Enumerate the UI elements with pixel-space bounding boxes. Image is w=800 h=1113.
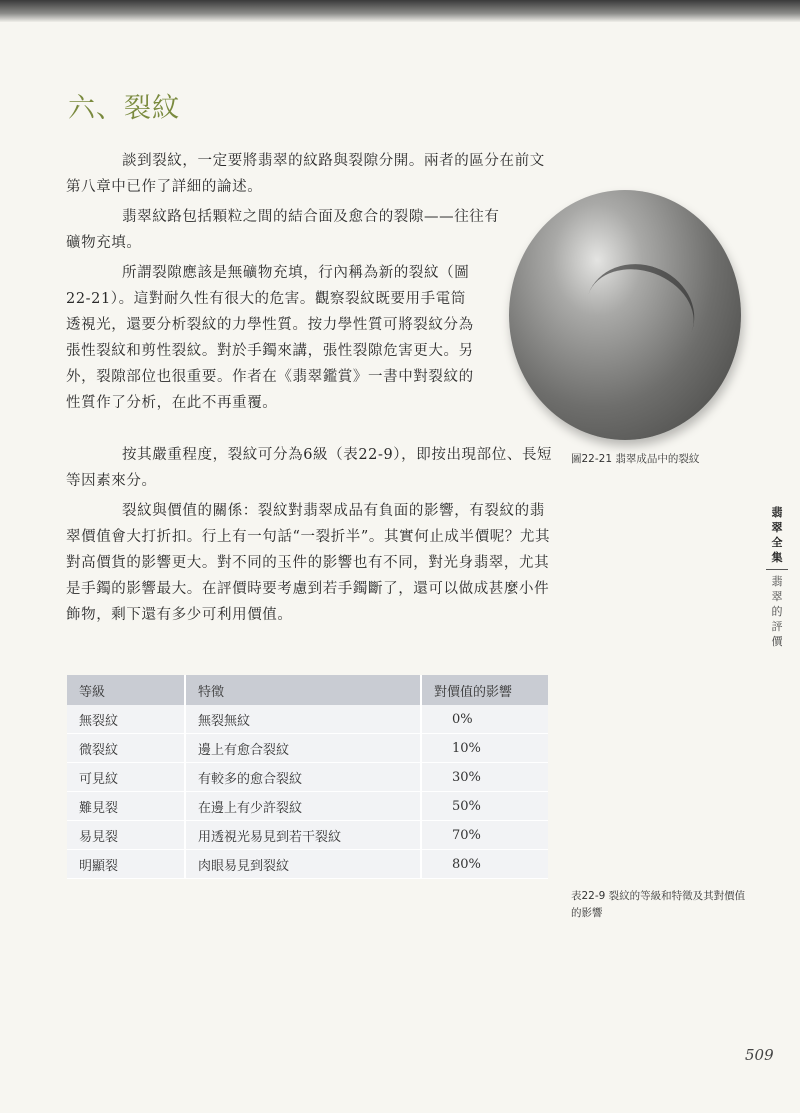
- cell-feature: 有較多的愈合裂紋: [185, 763, 421, 792]
- cell-grade: 明顯裂: [67, 850, 185, 879]
- paragraph-4: 按其嚴重程度，裂紋可分為6級（表22-9），即按出現部位、長短等因素來分。: [66, 447, 553, 489]
- cell-grade: 可見紋: [67, 763, 185, 792]
- cell-feature: 用透視光易見到若干裂紋: [185, 821, 421, 850]
- page-number: 509: [745, 1046, 774, 1064]
- table-header-row: [67, 675, 548, 705]
- cell-impact: 80%: [421, 850, 548, 879]
- cell-feature: 無裂無紋: [185, 705, 421, 734]
- cell-feature: 在邊上有少許裂紋: [185, 792, 421, 821]
- table-row: [67, 763, 548, 792]
- table-row: [67, 850, 548, 879]
- header-grade: 等級: [67, 675, 185, 705]
- cell-impact: 10%: [421, 734, 548, 763]
- paragraph-1: 談到裂紋，一定要將翡翠的紋路與裂隙分開。兩者的區分在前文第八章中已作了詳細的論述。: [66, 153, 545, 195]
- cell-grade: 微裂紋: [67, 734, 185, 763]
- table-row: [67, 792, 548, 821]
- cell-feature: 肉眼易見到裂紋: [185, 850, 421, 879]
- table-row: [67, 734, 548, 763]
- side-tab: [764, 505, 790, 649]
- cell-impact: 50%: [421, 792, 548, 821]
- header-value-impact: 對價值的影響: [421, 675, 548, 705]
- side-tab-chapter: 翡翠的評價: [771, 575, 783, 648]
- paragraph-3: 所謂裂隙應該是無礦物充填，行內稱為新的裂紋（圖22-21）。這對耐久性有很大的危害。觀察裂紋既要用手電筒透視光，還要分析裂紋的力學性質。按力學性質可將裂紋分為張性裂紋和剪性裂紋。對於手鐲來講，張性裂隙危害更大。另外，裂隙部位也很重要。作者在《翡翠鑑賞》一書中對裂紋的性質作了分析，在此不再重覆。: [66, 265, 474, 411]
- figure-caption: 圖22-21 翡翠成品中的裂紋: [571, 453, 700, 465]
- side-tab-book-title: 翡翠全集: [771, 506, 783, 564]
- cell-grade: 無裂紋: [67, 705, 185, 734]
- cell-grade: 易見裂: [67, 821, 185, 850]
- cell-impact: 0%: [421, 705, 548, 734]
- paragraph-2: 翡翠紋路包括顆粒之間的結合面及愈合的裂隙——往往有礦物充填。: [66, 209, 500, 251]
- page-top-edge: [0, 0, 800, 22]
- table-caption: 表22-9 裂紋的等級和特徵及其對價值的影響: [571, 890, 746, 919]
- cell-feature: 邊上有愈合裂紋: [185, 734, 421, 763]
- cell-impact: 30%: [421, 763, 548, 792]
- section-title: 六、裂紋: [68, 93, 180, 124]
- cell-grade: 難見裂: [67, 792, 185, 821]
- side-tab-divider: [766, 569, 788, 570]
- cell-impact: 70%: [421, 821, 548, 850]
- crack-grade-table: [67, 675, 548, 879]
- header-feature: 特徵: [185, 675, 421, 705]
- table-row: [67, 705, 548, 734]
- table-row: [67, 821, 548, 850]
- paragraph-5: 裂紋與價值的關係：裂紋對翡翠成品有負面的影響，有裂紋的翡翠價值會大打折扣。行上有一句話“一裂折半”。其實何止成半價呢？尤其對高價貨的影響更大。對不同的玉件的影響也有不同，對光身翡翠，尤其是手鐲的影響最大。在評價時要考慮到若手鐲斷了，還可以做成甚麼小件飾物，剩下還有多少可利用價值。: [66, 503, 551, 623]
